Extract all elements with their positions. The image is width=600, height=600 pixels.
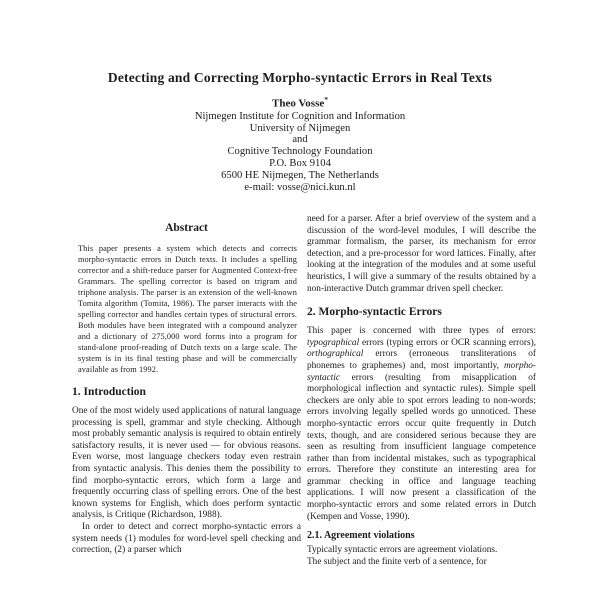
term-orthographical: orthographical bbox=[307, 349, 364, 360]
introduction-paragraph-1: One of the most widely used applications of natural language processing is spell, grammar and style checking. Although most probably semantic analysis is required to obtain entirely satisfactory results, it is never used — for obvious reasons. Even worse, most language checkers today even restrain from syntactic analysis. This denies them the possibility to find morpho-syntactic errors, which form a large and frequently occurring class of spelling errors. One of the best known systems for English, which does perform syntactic analysis, is Critique (Richardson, 1988). bbox=[72, 406, 301, 521]
affiliation-foundation: Cognitive Technology Foundation bbox=[227, 146, 373, 158]
introduction-heading: 1. Introduction bbox=[72, 386, 146, 398]
introduction-paragraph-2: In order to detect and correct morpho-syntactic errors a system needs (1) modules for word-level spell checking and correction, (2) a parser which bbox=[72, 521, 301, 556]
author-footnote-mark: * bbox=[324, 95, 329, 104]
section-2-text: errors (typing errors or OCR scanning errors), bbox=[359, 337, 536, 348]
abstract-paragraph: This paper presents a system which detects and corrects morpho-syntactic errors in Dutch texts. It includes a spelling corrector and a shift-reduce parser for Augmented Context-free Grammars. The spelling corrector is based on trigram and triphone analysis. The parser is an extension of the well-known Tomita algorithm (Tomita, 1986). The parser interacts with the spelling corrector and handles certain types of structural errors. Both modules have been integrated with a compound analyzer and a dictionary of 275,000 word forms into a program for stand-alone proof-reading of Dutch texts on a large scale. The system is in its final testing phase and will be commercially available as from 1992. bbox=[78, 244, 297, 374]
continuation-paragraph: need for a parser. After a brief overview of the system and a discussion of the word-level modules, I will describe the grammar formalism, the parser, its mechanism for error detection, and a pre-processor for word lattices. Finally, after looking at the integration of the modules and at some useful heuristics, I will give a summary of the results obtained by a non-interactive Dutch grammar driven spell checker. bbox=[307, 214, 536, 294]
affiliation-city: 6500 HE Nijmegen, The Netherlands bbox=[221, 170, 379, 182]
section-2-heading: 2. Morpho-syntactic Errors bbox=[307, 306, 442, 319]
affiliation-pobox: P.O. Box 9104 bbox=[269, 158, 331, 170]
section-2-text: This paper is concerned with three types of errors: bbox=[307, 326, 536, 337]
section-2-1-text: Typically syntactic errors are agreement violations. bbox=[307, 545, 498, 556]
affiliation-and: and bbox=[292, 134, 308, 146]
author-line bbox=[0, 95, 600, 110]
section-2-1-heading: 2.1. Agreement violations bbox=[307, 530, 415, 542]
affiliation-university: University of Nijmegen bbox=[249, 122, 351, 134]
author-name: Theo Vosse bbox=[271, 97, 325, 110]
section-2-1-paragraph bbox=[307, 545, 536, 568]
left-column bbox=[72, 222, 301, 600]
clipped-bottom-line: The subject and the finite verb of a sentence, for bbox=[307, 556, 487, 567]
affiliation-institute: Nijmegen Institute for Cognition and Information bbox=[194, 110, 406, 122]
section-2-text: errors (erroneous transliterations of phonemes to graphemes) and, most importantly, bbox=[307, 349, 536, 371]
term-morpho-syntactic: morpho-syntactic bbox=[307, 360, 536, 383]
term-typographical: typographical bbox=[307, 337, 360, 348]
abstract-heading: Abstract bbox=[165, 222, 208, 234]
right-column bbox=[307, 214, 536, 600]
paper-title: Detecting and Correcting Morpho-syntactic Errors in Real Texts bbox=[107, 70, 493, 85]
affiliation-email: e-mail: vosse@nici.kun.nl bbox=[244, 182, 356, 194]
paper-header bbox=[0, 70, 600, 194]
section-2-text: errors (resulting from misapplication of morphological inflection and syntactic rules). Simple spell checkers are only able to spot errors leading to non-words; errors involving legally spelled words go unnoticed. These morpho-syntactic errors occur quite frequently in Dutch texts, though, and are considered serious because they are seen as resulting from insufficient language competence rather than from incidental mistakes, such as typographical errors. Therefore they constitute an interesting area for grammar checking in office and language teaching applications. I will now present a classification of the morpho-syntactic errors and some related errors in Dutch (Kempen and Vosse, 1990). bbox=[307, 372, 536, 522]
section-2-paragraph bbox=[307, 326, 536, 523]
